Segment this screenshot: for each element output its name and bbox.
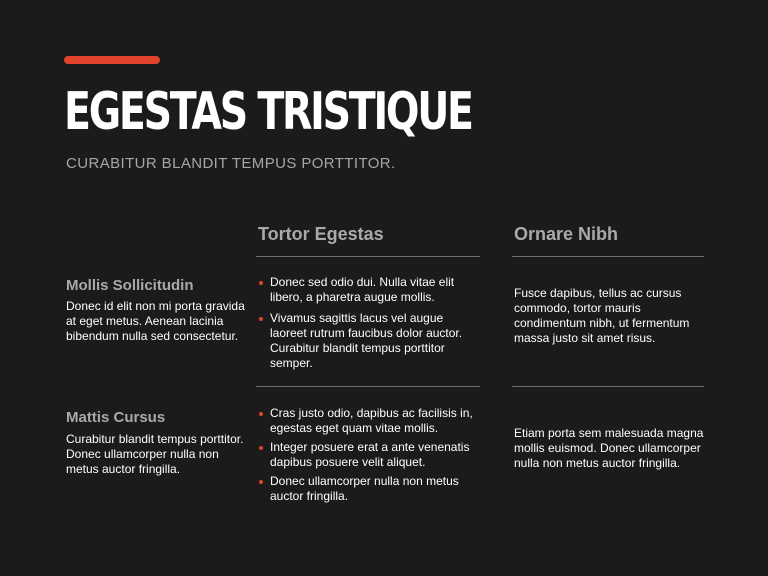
row-heading-mattis-cursus: Mattis Cursus (66, 409, 166, 426)
bullet-list (258, 406, 480, 504)
column-heading-ornare-nibh: Ornare Nibh (514, 224, 619, 244)
bullet-item: Integer posuere erat a ante venenatis dapibus posuere velit aliquet. (258, 440, 480, 470)
bullet-item: Donec sed odio dui. Nulla vitae elit libero, a pharetra augue mollis. (258, 275, 480, 305)
slide-title: EGESTAS TRISTIQUE (64, 82, 472, 142)
row-divider (512, 386, 704, 387)
bullet-item: Vivamus sagittis lacus vel augue laoreet rutrum faucibus dolor auctor. Curabitur blandit tempus porttitor semper. (258, 311, 480, 371)
column-heading-divider (256, 256, 480, 257)
slide-subtitle: CURABITUR BLANDIT TEMPUS PORTTITOR. (66, 155, 396, 172)
bullet-item: Donec ullamcorper nulla non metus auctor fringilla. (258, 474, 480, 504)
bullet-list (258, 275, 480, 371)
title-accent-bar (64, 56, 160, 64)
column-heading-divider (512, 256, 704, 257)
row-description: Curabitur blandit tempus porttitor. Donec ullamcorper nulla non metus auctor fringilla. (66, 432, 244, 476)
row-heading-mollis-sollicitudin: Mollis Sollicitudin (66, 277, 194, 294)
table-cell-text: Fusce dapibus, tellus ac cursus commodo, tortor mauris condimentum nibh, ut fermentum massa justo sit amet risus. (514, 286, 690, 345)
table-cell-text: Etiam porta sem malesuada magna mollis euismod. Donec ullamcorper nulla non metus auctor fringilla. (514, 426, 704, 470)
row-divider (256, 386, 480, 387)
column-heading-tortor-egestas: Tortor Egestas (258, 224, 384, 244)
bullet-item: Cras justo odio, dapibus ac facilisis in, egestas eget quam vitae mollis. (258, 406, 480, 436)
row-description: Donec id elit non mi porta gravida at eget metus. Aenean lacinia bibendum nulla sed consectetur. (66, 299, 245, 343)
